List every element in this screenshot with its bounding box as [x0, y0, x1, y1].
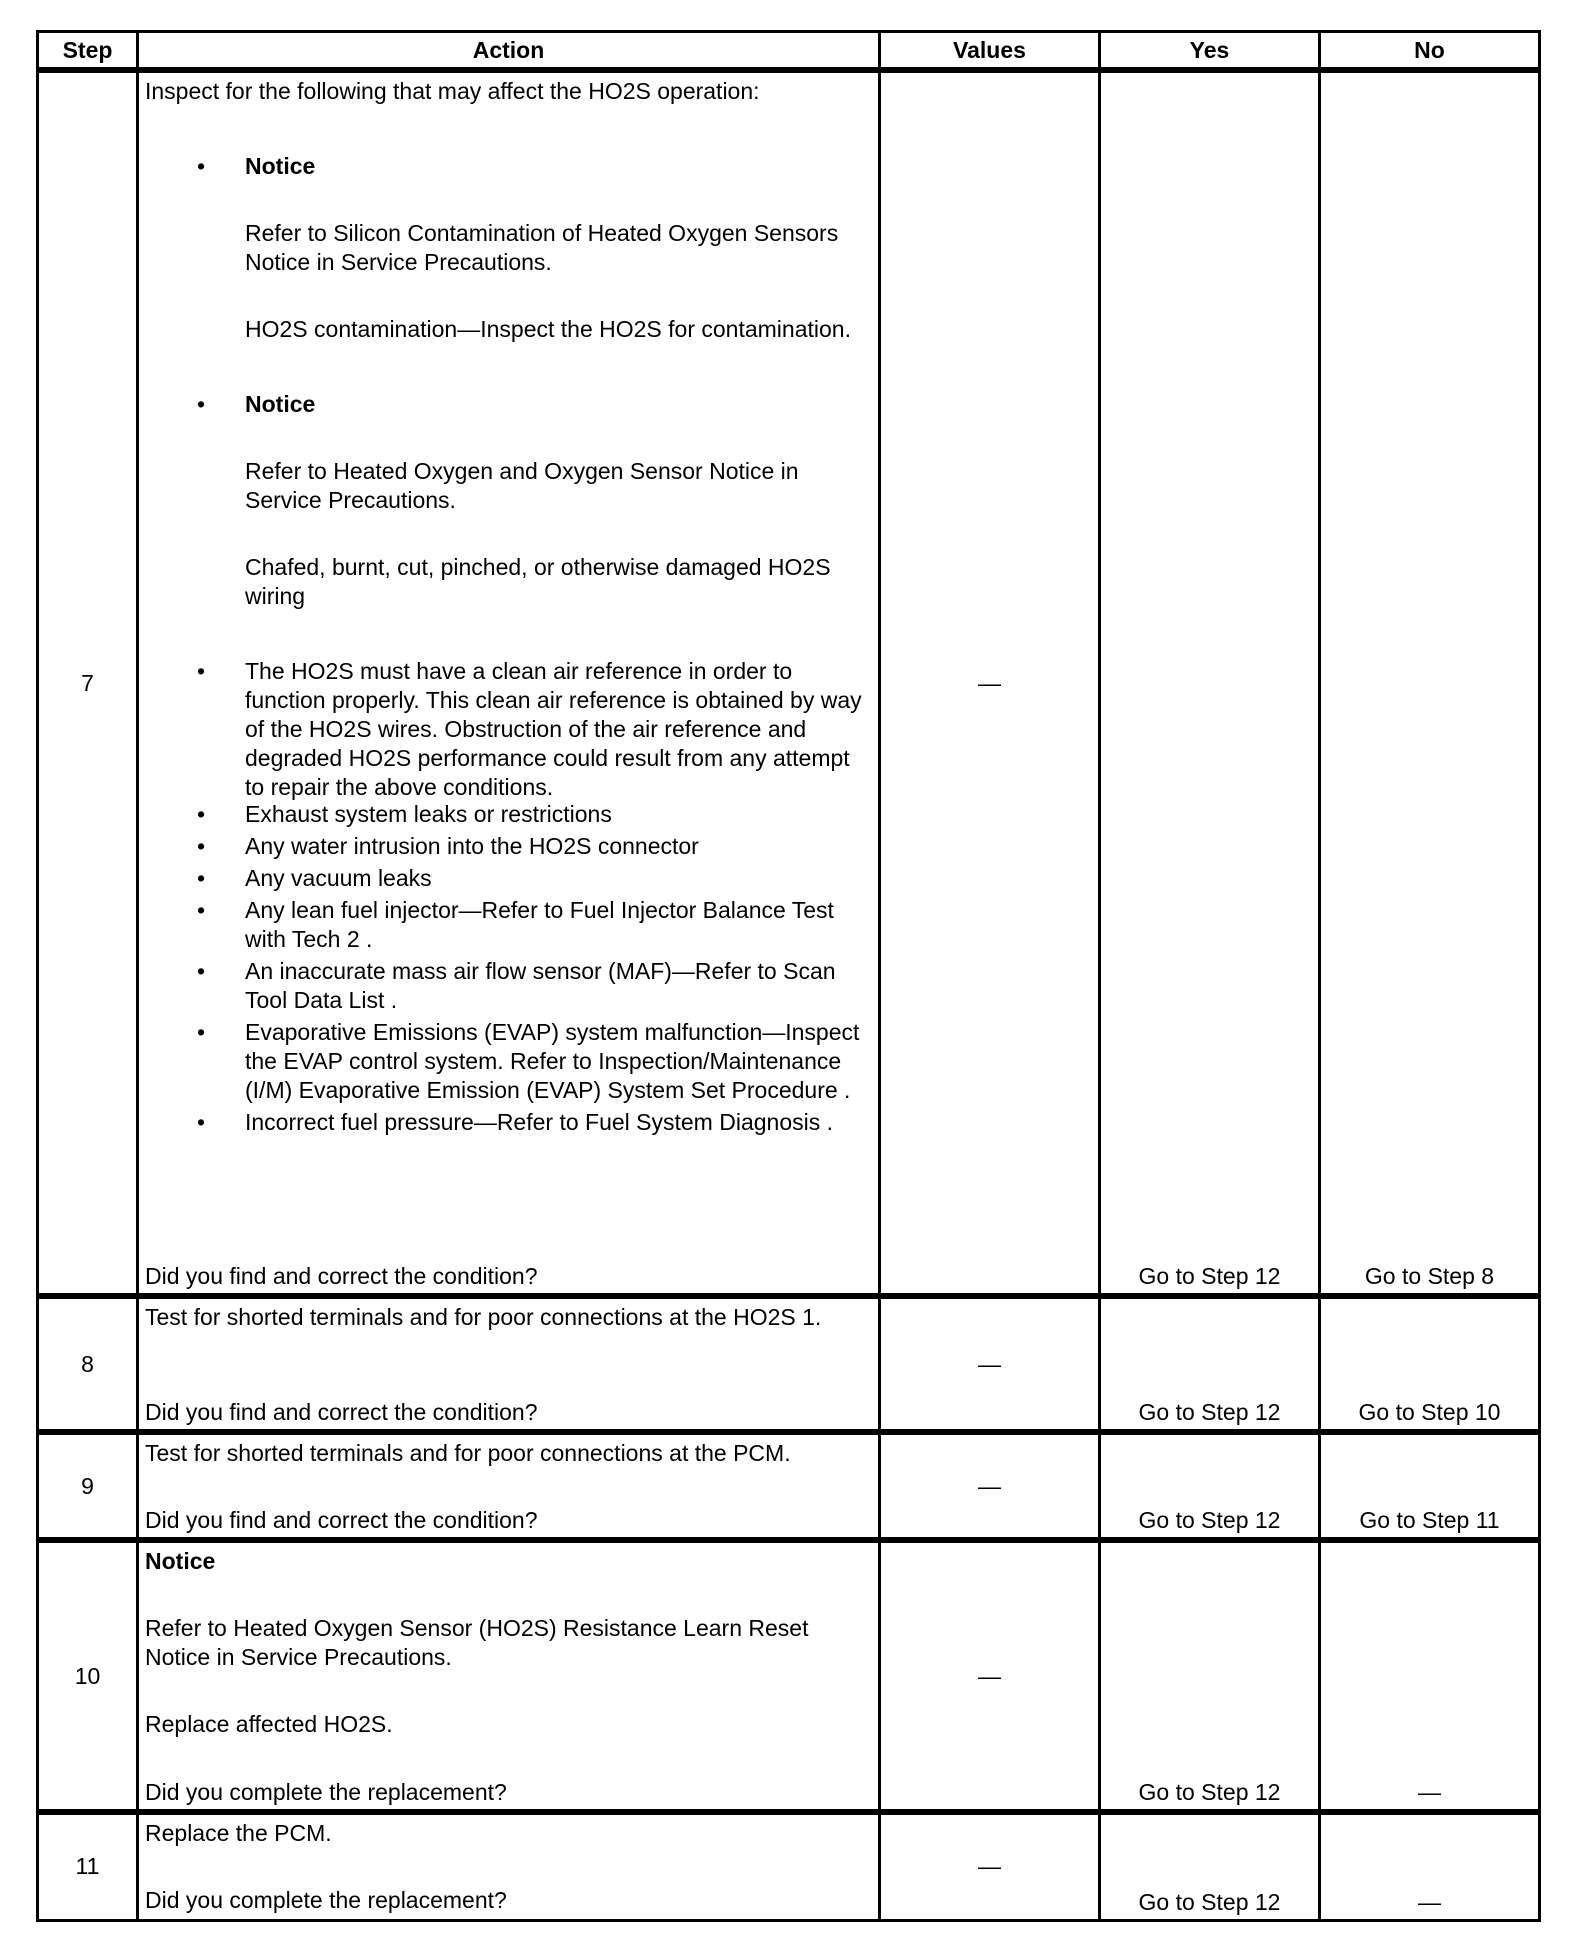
- notice-title: Notice: [145, 1548, 216, 1574]
- bullet-icon: •: [197, 801, 206, 827]
- action-text: Replace affected HO2S.: [145, 1711, 393, 1737]
- notice-text: Refer to Heated Oxygen and Oxygen Sensor Notice in Service Precautions.: [245, 458, 799, 513]
- values-cell: —: [880, 1812, 1100, 1920]
- action-question: Did you find and correct the condition?: [145, 1399, 538, 1425]
- notice-item: HO2S contamination—Inspect the HO2S for contamination.: [245, 316, 851, 342]
- bullet-icon: •: [197, 833, 206, 859]
- action-cell: [138, 1812, 880, 1920]
- list-item: • The HO2S must have a clean air reference in order to function properly. This clean air reference is obtained by way of the HO2S wires. Obstruction of the air reference and degraded HO2S performance could result from any attempt to repair the above conditions.: [197, 658, 862, 800]
- bullet-icon: •: [197, 658, 206, 684]
- values-cell: —: [880, 1432, 1100, 1540]
- list-item: [145, 390, 872, 657]
- diagnostic-table-container: [36, 30, 1538, 1922]
- no-cell: Go to Step 10: [1320, 1296, 1540, 1432]
- header-step: Step: [38, 32, 138, 71]
- step-number: 8: [38, 1296, 138, 1432]
- no-cell: —: [1320, 1812, 1540, 1920]
- step-number: 10: [38, 1540, 138, 1812]
- list-item: • Any vacuum leaks: [197, 865, 432, 891]
- values-cell: —: [880, 1540, 1100, 1812]
- yes-cell: Go to Step 12: [1100, 70, 1320, 1296]
- values-cell: —: [880, 1296, 1100, 1432]
- table-row-step-11: [38, 1812, 1540, 1920]
- yes-cell: Go to Step 12: [1100, 1296, 1320, 1432]
- action-question: Did you find and correct the condition?: [145, 1263, 538, 1289]
- action-intro: Inspect for the following that may affect the HO2S operation:: [145, 78, 760, 104]
- step-number: 11: [38, 1812, 138, 1920]
- action-cell: [138, 1540, 880, 1812]
- inspection-list: [145, 152, 872, 1137]
- bullet-icon: •: [197, 897, 206, 923]
- action-text: Test for shorted terminals and for poor connections at the HO2S 1.: [145, 1304, 822, 1330]
- list-item: • Incorrect fuel pressure—Refer to Fuel System Diagnosis .: [197, 1109, 834, 1135]
- header-action: Action: [138, 32, 880, 71]
- notice-title: Notice: [245, 153, 316, 179]
- header-no: No: [1320, 32, 1540, 71]
- bullet-icon: •: [197, 865, 206, 891]
- notice-item: Chafed, burnt, cut, pinched, or otherwise damaged HO2S wiring: [245, 554, 831, 609]
- notice-title: Notice: [245, 391, 316, 417]
- action-text: Test for shorted terminals and for poor connections at the PCM.: [145, 1440, 791, 1466]
- values-cell: —: [880, 70, 1100, 1296]
- action-cell: [138, 1432, 880, 1540]
- action-cell: [138, 1296, 880, 1432]
- action-question: Did you complete the replacement?: [145, 1887, 507, 1913]
- bullet-icon: •: [197, 1109, 206, 1135]
- step-number: 7: [38, 70, 138, 1296]
- bullet-icon: •: [197, 391, 206, 417]
- no-cell: Go to Step 11: [1320, 1432, 1540, 1540]
- table-row-step-7: [38, 70, 1540, 1296]
- list-item: • Any lean fuel injector—Refer to Fuel Injector Balance Test with Tech 2 .: [197, 897, 834, 952]
- table-row-step-9: [38, 1432, 1540, 1540]
- notice-text: Refer to Silicon Contamination of Heated Oxygen Sensors Notice in Service Precautions.: [245, 220, 839, 275]
- header-yes: Yes: [1100, 32, 1320, 71]
- list-item: [145, 152, 872, 390]
- action-question: Did you find and correct the condition?: [145, 1507, 538, 1533]
- yes-cell: Go to Step 12: [1100, 1540, 1320, 1812]
- notice-text: Refer to Heated Oxygen Sensor (HO2S) Resistance Learn Reset Notice in Service Precautions.: [145, 1615, 809, 1670]
- bullet-icon: •: [197, 958, 206, 984]
- yes-cell: Go to Step 12: [1100, 1812, 1320, 1920]
- action-question: Did you complete the replacement?: [145, 1779, 507, 1805]
- header-row: [38, 32, 1540, 71]
- list-item: • An inaccurate mass air flow sensor (MAF)—Refer to Scan Tool Data List .: [197, 958, 836, 1013]
- bullet-icon: •: [197, 153, 206, 179]
- no-cell: —: [1320, 1540, 1540, 1812]
- action-cell: [138, 70, 880, 1296]
- list-item: • Any water intrusion into the HO2S connector: [197, 833, 699, 859]
- no-cell: Go to Step 8: [1320, 70, 1540, 1296]
- yes-cell: Go to Step 12: [1100, 1432, 1320, 1540]
- list-item: • Exhaust system leaks or restrictions: [197, 801, 612, 827]
- table-row-step-10: [38, 1540, 1540, 1812]
- diagnostic-table: [36, 30, 1541, 1922]
- list-item: • Evaporative Emissions (EVAP) system malfunction—Inspect the EVAP control system. Refer to Inspection/Maintenance (I/M) Evaporative Emission (EVAP) System Set Procedure .: [197, 1019, 860, 1103]
- bullet-icon: •: [197, 1019, 206, 1045]
- action-text: Replace the PCM.: [145, 1820, 332, 1846]
- step-number: 9: [38, 1432, 138, 1540]
- table-row-step-8: [38, 1296, 1540, 1432]
- header-values: Values: [880, 32, 1100, 71]
